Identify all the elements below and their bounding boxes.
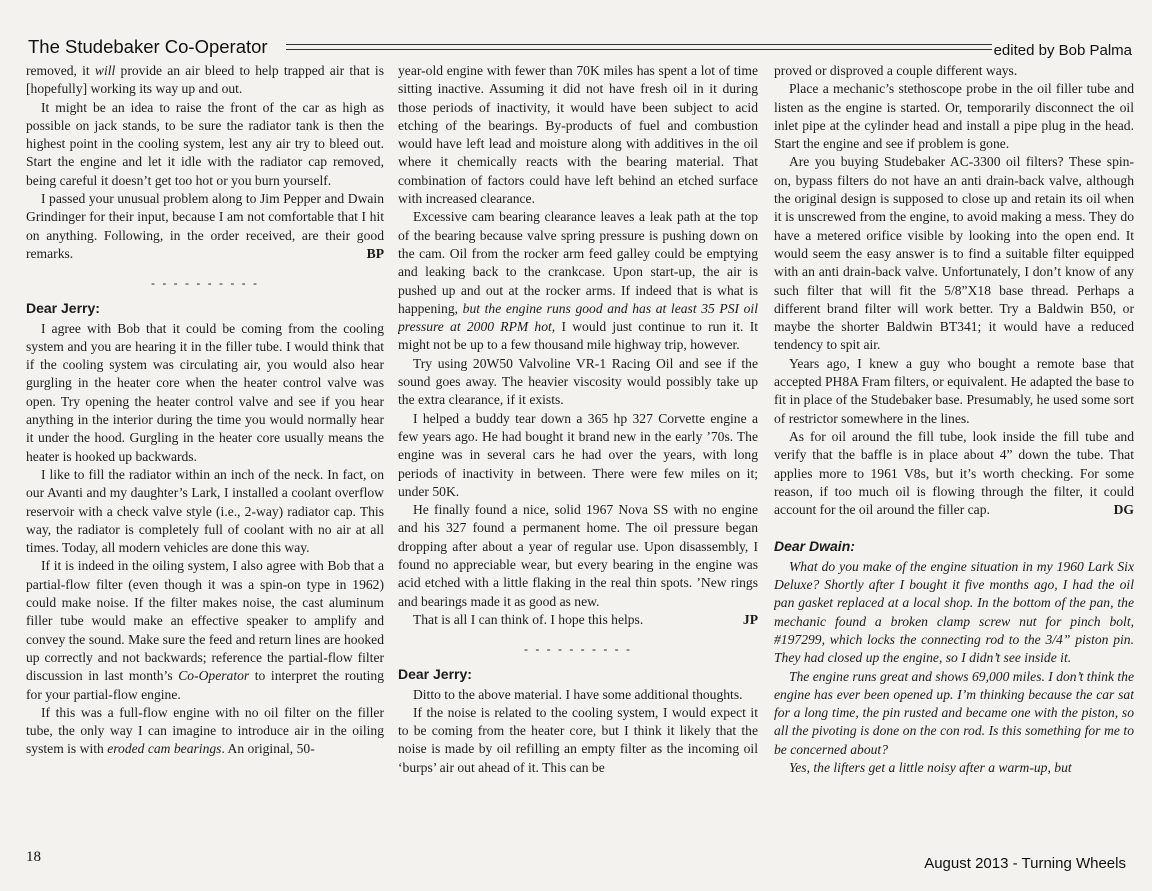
letter-salutation: Dear Jerry:: [26, 300, 100, 317]
letter-salutation: Dear Dwain:: [774, 538, 855, 555]
paragraph: [26, 62, 384, 99]
paragraph: I agree with Bob that it could be coming from the cooling system and you are hearing it in the filler tube. I would think that if the cooling system was circulating air, you would also hear gurgling in the heater core when the heater control valve was open. Try opening the heater control valve and see if you hear anything in the interior during the time you would normally hear it under the hood. Gurgling in the heater core usually means the heater is hooked up backwards.: [26, 320, 384, 464]
paragraph: He finally found a nice, solid 1967 Nova SS with no engine and his 327 found a permanent home. The oil pressure began dropping after about a year of regular use. Upon disassembly, I found no appreciable wear, but every bearing in the engine was acid etched with a little flaking in the real thin spots. ’New rings and bearings made it as good as new.: [398, 502, 758, 609]
page-header: [28, 36, 1132, 60]
paragraph: I helped a buddy tear down a 365 hp 327 Corvette engine a few years ago. He had bought it brand new in the early ’70s. The engine was in several cars he had over the years, with long periods of inactivity in between. There were few miles on it; under 50K.: [398, 410, 758, 499]
emphasis-text: Co-Operator: [178, 668, 250, 684]
column-editor: edited by Bob Palma: [993, 42, 1132, 59]
signature-initials: BP: [366, 245, 384, 261]
text-run: If this was a full-flow engine with no oil filter on the filler tube, the only way I can imagine to introduce air in the oiling system is with: [26, 704, 384, 757]
paragraph: It might be an idea to raise the front of the car as high as possible on jack stands, to be sure the radiator tank is then the highest point in the cooling system, lest any air try to bleed out. Start the engine and let it idle with the radiator cap removed, being careful it doesn’t get too hot or you burn yourself.: [26, 99, 384, 188]
paragraph: Try using 20W50 Valvoline VR-1 Racing Oil and see if the sound goes away. The heavier viscosity would possibly take up the extra clearance, if it exists.: [398, 355, 758, 408]
paragraph: Yes, the lifters get a little noisy after a warm-up, but: [788, 759, 1072, 775]
paragraph: Ditto to the above material. I have some additional thoughts.: [412, 686, 743, 702]
section-separator: - - - - - - - - - -: [151, 276, 259, 291]
text-run: . An original, 50-: [221, 741, 315, 757]
paragraph: [398, 611, 758, 629]
paragraph: Are you buying Studebaker AC-3300 oil filters? These spin-on, bypass filters do not have an anti drain-back valve, although the original design is supposed to close up and retain its oil when it is unscrewed from the engine, to avoid making a mess. They do have a metered orifice visible by looking into the open end. It would seem the easy answer is to find a suitable filter equipped with an anti drain-back valve. Unfortunately, I don’t know of any such filter that will fit the 5/8”X18 base thread. Perhaps a different brand filter will work better. Try a Baldwin B50, or maybe the shorter Baldwin BT341; it would have a reduced tendency to spit air.: [774, 154, 1134, 353]
text-run: That is all I can think of. I hope this helps.: [412, 611, 644, 627]
paragraph: The engine runs great and shows 69,000 miles. I don’t think the engine has ever been opened up. I’m thinking because the car sat for a long time, the pin rusted and became one with the piston, so all the pivoting is done on the con rod. Is this something for me to be concerned about?: [774, 668, 1134, 757]
text-run: Excessive cam bearing clearance leaves a leak path at the top of the bearing because valve spring pressure is pushing down on the cam. Oil from the rocker arm feed galley could be emptying and leaking back to the crankcase. Upon start-up, the air is pushed up and out at the rocker arms. If indeed that is what is happening,: [398, 209, 758, 316]
text-run: I passed your unusual problem along to Jim Pepper and Dwain Grindinger for their input, because I am not comfortable that I hit on anything. Following, in the order received, are their good remarks.: [26, 191, 384, 261]
paragraph: [398, 208, 758, 354]
magazine-footer: August 2013 - Turning Wheels: [924, 855, 1126, 872]
section-separator: - - - - - - - - - -: [524, 642, 632, 657]
paragraph: If the noise is related to the cooling system, I would expect it to be coming from the heater core, but I think it likely that the noise is made by oil refilling an empty filter as the incoming oil ‘burps’ air out ahead of it. This can be: [398, 704, 758, 775]
page-number: 18: [26, 849, 41, 865]
paragraph: year-old engine with fewer than 70K miles has spent a lot of time sitting inactive. Assuming it did not have fresh oil in it during those periods of inactivity, it would have been subject to acid etching of the bearings. By-products of fuel and combustion would have left lead and moisture along with additives in the oil where it chemically reacts with the bearing material. That combination of factors could have left behind an etched surface with increased clearance.: [398, 63, 758, 207]
paragraph: I like to fill the radiator within an inch of the neck. In fact, on our Avanti and my daughter’s Lark, I installed a coolant overflow reservoir with a check valve style (i.e., 2-way) radiator cap. This way, the radiator is completely full of coolant with no air at all times. Today, all modern vehicles are done this way.: [26, 466, 384, 556]
text-run: to interpret the routing for your partial-flow engine.: [26, 668, 384, 702]
text-run: If it is indeed in the oiling system, I also agree with Bob that a partial-flow filter (even though it was a spin-on type in 1962) could make noise. If the filter makes noise, the cast aluminum filler tube would make an effective speaker to amplify and convey the sound. Make sure the feed and return lines are hooked up correctly and not backwards; reference the partial-flow filter discussion in last month’s: [26, 558, 384, 684]
paragraph: Years ago, I knew a guy who bought a remote base that accepted PH8A Fram filters, or equivalent. He adapted the base to fit in place of the Studebaker base. Presumably, he used some sort of restrictor somewhere in the lines.: [774, 355, 1134, 426]
header-double-rule: [286, 44, 992, 50]
column-title: The Studebaker Co-Operator: [28, 36, 268, 57]
signature-initials: JP: [742, 611, 758, 627]
paragraph: proved or disproved a couple different ways.: [774, 63, 1018, 78]
section-spacer: [774, 519, 1134, 533]
emphasis-text: eroded cam bearings: [107, 741, 222, 757]
emphasis-text: but the engine runs good and has at least 35 PSI oil pressure at 2000 RPM hot,: [398, 300, 758, 335]
text-run: removed, it: [26, 63, 95, 78]
paragraph: [26, 190, 384, 263]
paragraph: What do you make of the engine situation in my 1960 Lark Six Deluxe? Shortly after I bought it five months ago, I had the oil pan gasket replaced at a local shop. In the bottom of the pan, the mechanic found a broken clamp screw nut for pinch bolt, #197299, which locks the connecting rod to the 3/4” piston pin. They had closed up the engine, so I didn’t see inside it.: [774, 558, 1134, 666]
text-run: provide an air bleed to help trapped air that is [hopefully] working its way up and out.: [26, 63, 384, 97]
letter-salutation: Dear Jerry:: [398, 666, 472, 683]
signature-initials: DG: [1113, 502, 1134, 518]
text-column-1: [26, 62, 384, 846]
text-column-3: [774, 62, 1134, 846]
text-column-2: [398, 62, 758, 846]
paragraph: [26, 704, 384, 759]
text-run: I would just continue to run it. It might not be up to a few thousand mile highway trip, however.: [398, 319, 758, 353]
text-run: As for oil around the fill tube, look inside the fill tube and verify that the baffle is in place about 4” down the tube. That applies more to 1961 V8s, but it’s worth checking. For some reason, if too much oil is flowing through the filter, it could account for the oil around the filler cap.: [774, 428, 1134, 518]
paragraph: Place a mechanic’s stethoscope probe in the oil filler tube and listen as the engine is started. Or, temporarily disconnect the oil inlet pipe at the cylinder head and install a pipe plug in the head. Start the engine and see if problem is gone.: [774, 81, 1134, 152]
paragraph: [26, 557, 384, 703]
emphasis-text: will: [94, 63, 116, 78]
paragraph: [774, 428, 1134, 519]
